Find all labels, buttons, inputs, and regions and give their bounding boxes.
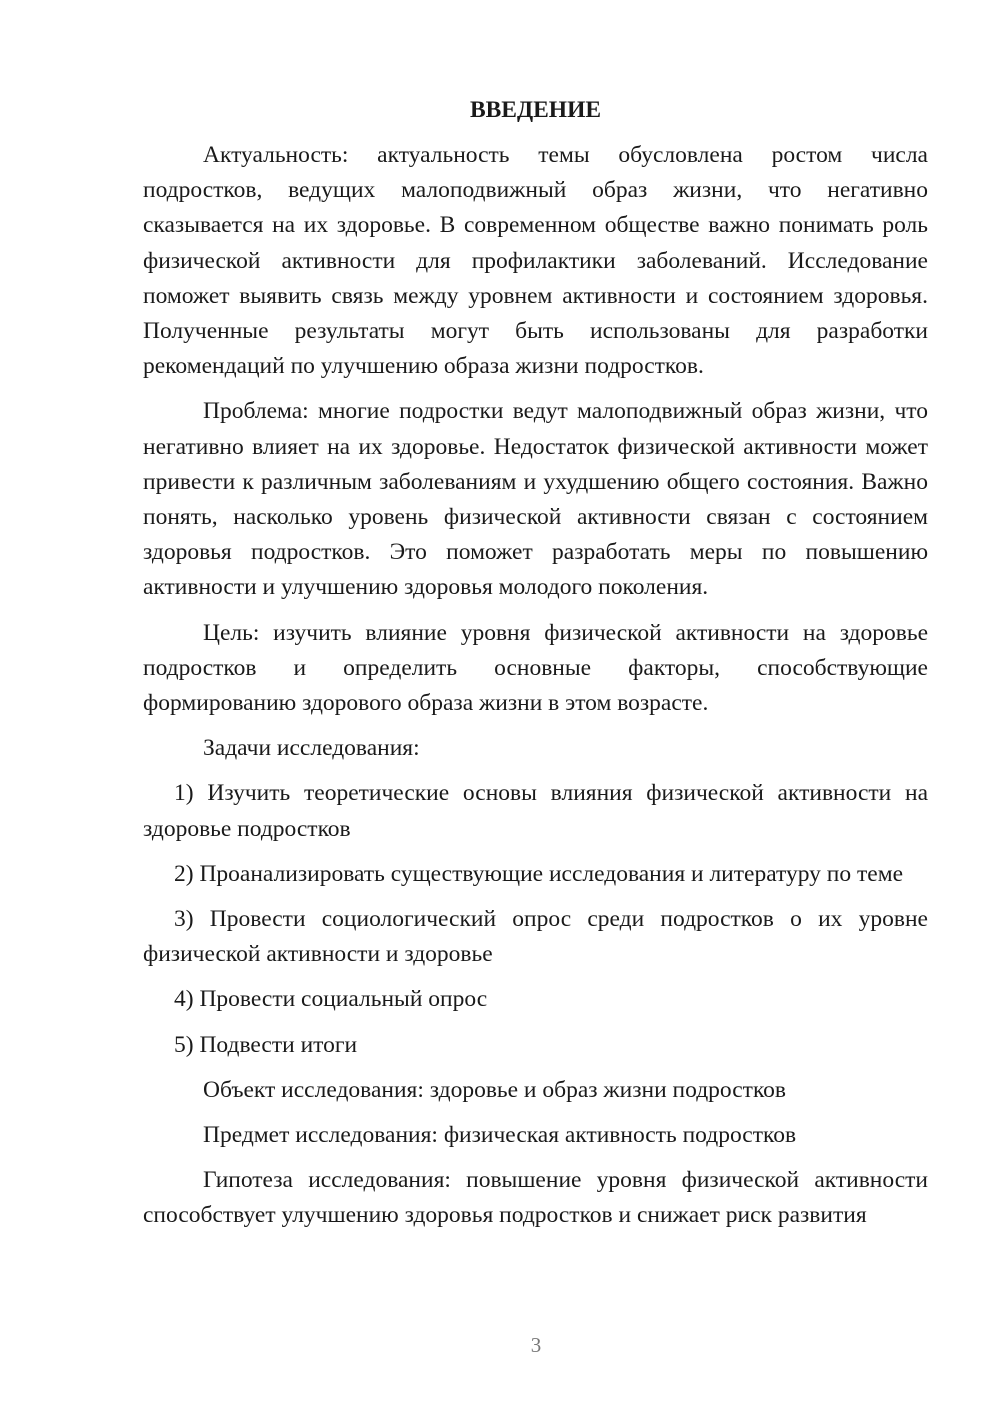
task-item: 5) Подвести итоги [174, 1031, 358, 1058]
task-item: 4) Провести социальный опрос [174, 986, 488, 1013]
page-number: 3 [530, 1333, 542, 1357]
goal-paragraph: Цель: изучить влияние уровня физической активности на здоровье подростков и определить основные факторы, способствующие формированию здорового образа жизни в этом возрасте. [143, 619, 928, 717]
task-item: 2) Проанализировать существующие исследования и литературу по теме [174, 860, 904, 887]
object-paragraph: Объект исследования: здоровье и образ жизни подростков [203, 1076, 787, 1103]
tasks-title: Задачи исследования: [203, 735, 420, 762]
task-item: 3) Провести социологический опрос среди подростков о их уровне физической активности и здоровье [143, 906, 928, 968]
problem-paragraph: Проблема: многие подростки ведут малоподвижный образ жизни, что негативно влияет на их здоровье. Недостаток физической активности может привести к различным заболеваниям и ухудшению общего состояния. Важно понять, насколько уровень физической активности связан с состоянием здоровья подростков. Это поможет разработать меры по повышению активности и улучшению здоровья молодого поколения. [143, 398, 928, 601]
page-body [143, 93, 928, 1244]
subject-paragraph: Предмет исследования: физическая активность подростков [203, 1122, 797, 1149]
relevance-paragraph: Актуальность: актуальность темы обусловлена ростом числа подростков, ведущих малоподвижный образ жизни, что негативно сказывается на их здоровье. В современном обществе важно понимать роль физической активности для профилактики заболеваний. Исследование поможет выявить связь между уровнем активности и состоянием здоровья. Полученные результаты могут быть использованы для разработки рекомендаций по улучшению образа жизни подростков. [143, 142, 928, 380]
task-item: 1) Изучить теоретические основы влияния физической активности на здоровье подростков [143, 780, 928, 842]
hypothesis-paragraph: Гипотеза исследования: повышение уровня физической активности способствует улучшению здоровья подростков и снижает риск развития [143, 1167, 928, 1229]
section-heading: ВВЕДЕНИЕ [469, 97, 602, 123]
